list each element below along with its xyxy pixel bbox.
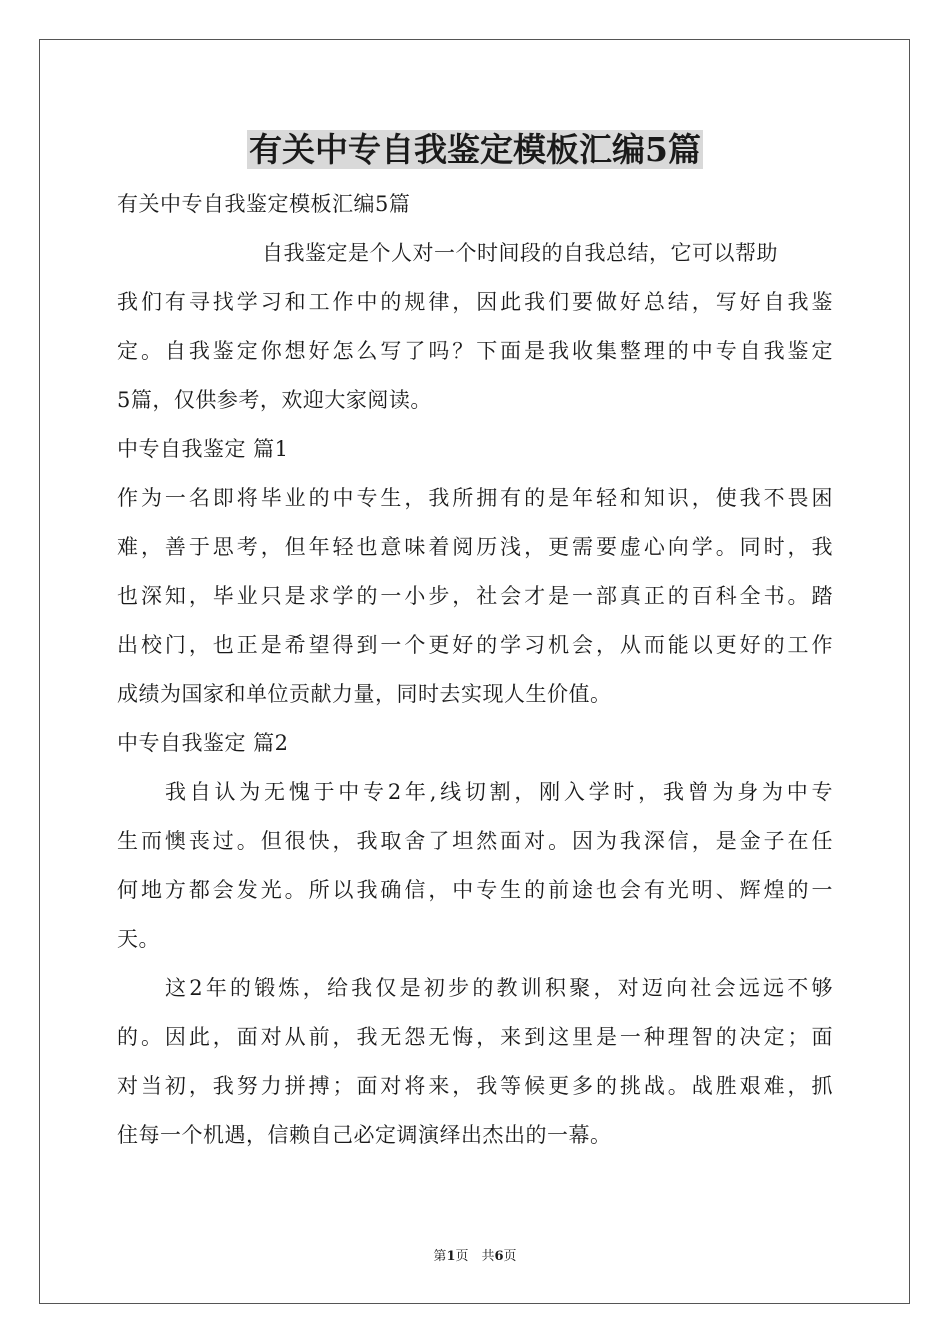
- page-suffix: 页: [503, 1249, 517, 1264]
- intro-line: 5篇，仅供参考，欢迎大家阅读。: [117, 388, 432, 412]
- section1-line: 作为一名即将毕业的中专生，我所拥有的是年轻和知识，使我不畏困: [117, 486, 833, 510]
- document-body: [117, 180, 833, 1160]
- section-heading-2: 中专自我鉴定 篇2: [117, 731, 289, 755]
- section2-para1-line: 我自认为无愧于中专2年,线切割，刚入学时，我曾为身为中专: [165, 780, 833, 804]
- section2-para2-line: 的。因此，面对从前，我无怨无悔，来到这里是一种理智的决定；面: [117, 1025, 833, 1049]
- section1-line: 成绩为国家和单位贡献力量，同时去实现人生价值。: [117, 682, 612, 706]
- section1-line: 难，善于思考，但年轻也意味着阅历浅，更需要虚心向学。同时，我: [117, 535, 833, 559]
- intro-line: 定。自我鉴定你想好怎么写了吗？下面是我收集整理的中专自我鉴定: [117, 339, 833, 363]
- section1-line: 也深知，毕业只是求学的一小步，社会才是一部真正的百科全书。踏: [117, 584, 833, 608]
- section-heading-1: 中专自我鉴定 篇1: [117, 437, 289, 461]
- section2-para1-line: 天。: [117, 927, 160, 951]
- document-subtitle: 有关中专自我鉴定模板汇编5篇: [117, 192, 411, 216]
- section2-para2-line: 对当初，我努力拼搏；面对将来，我等候更多的挑战。战胜艰难，抓: [117, 1074, 833, 1098]
- section2-para2-line: 住每一个机遇，信赖自己必定调演绎出杰出的一幕。: [117, 1123, 612, 1147]
- section2-para1-line: 生而懊丧过。但很快，我取舍了坦然面对。因为我深信，是金子在任: [117, 829, 833, 853]
- document-title: [0, 126, 950, 174]
- section1-line: 出校门，也正是希望得到一个更好的学习机会，从而能以更好的工作: [117, 633, 833, 657]
- page-mid: 页 共: [455, 1249, 495, 1264]
- section2-para2-line: 这2年的锻炼，给我仅是初步的教训积聚，对迈向社会远远不够: [165, 976, 833, 1000]
- section2-para1-line: 何地方都会发光。所以我确信，中专生的前途也会有光明、辉煌的一: [117, 878, 833, 902]
- page-current-number: 1: [446, 1249, 456, 1264]
- page-prefix: 第: [433, 1249, 447, 1264]
- intro-line: 我们有寻找学习和工作中的规律，因此我们要做好总结，写好自我鉴: [117, 290, 833, 314]
- document-title-text: 有关中专自我鉴定模板汇编5篇: [249, 130, 701, 169]
- page-total-number: 6: [494, 1249, 504, 1264]
- page-footer: [0, 1248, 950, 1266]
- intro-line: 自我鉴定是个人对一个时间段的自我总结，它可以帮助: [262, 241, 778, 265]
